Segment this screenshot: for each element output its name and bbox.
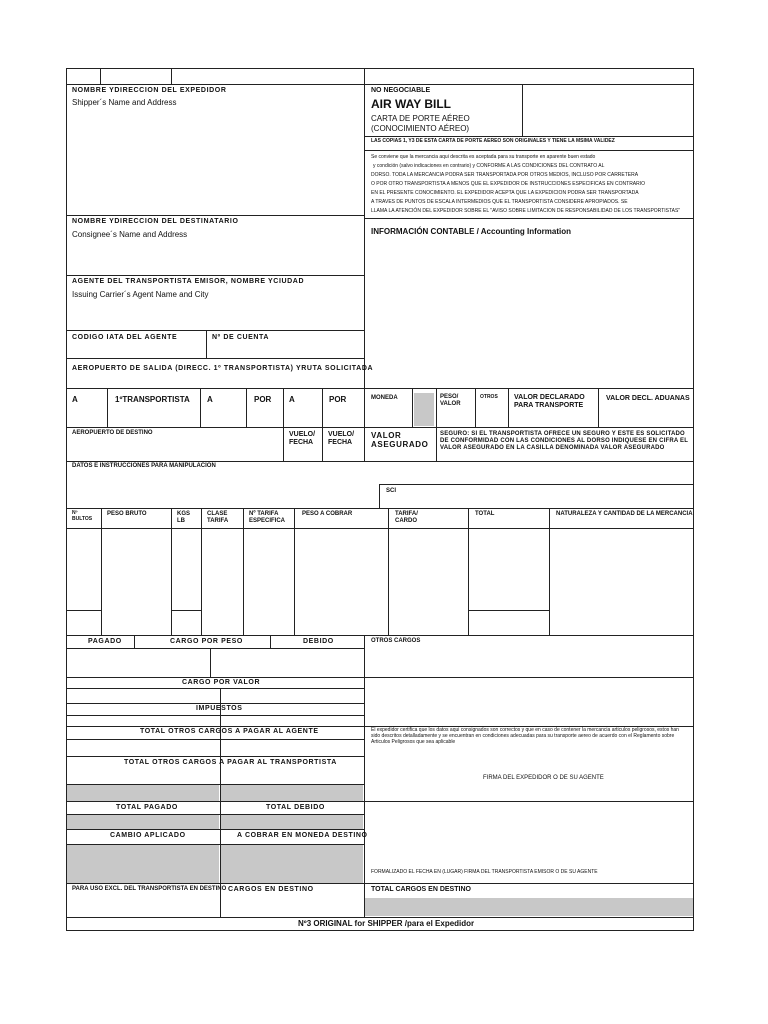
first-carrier-label: 1ºTRANSPORTISTA xyxy=(115,395,190,404)
routing-by-2: POR xyxy=(329,395,347,404)
awb-title: AIR WAY BILL xyxy=(371,97,452,111)
col-kg-lb: KGS LB xyxy=(177,511,191,524)
agent-label-en: Issuing Carrier´s Agent Name and City xyxy=(72,290,209,299)
insured-value-label: VALOR ASEGURADO xyxy=(371,431,429,450)
declared-value-transport-label: VALOR DECLARADO PARA TRANSPORTE xyxy=(514,394,585,410)
total-dest-shaded xyxy=(365,898,693,916)
weight-value-label: PESO/ VALOR xyxy=(440,394,461,407)
shipper-certification: El expedidor certifica que los datos aqui consignados son correctos y que en caso de contener la mercancia articulos peligrosos, estos han sido descritos detalladamente y se encuentran en condiciones adecuadas para su transporte aereo de acuerdo con el Reglamento sobre Articulos Peligrosos que sea aplicable xyxy=(371,727,679,745)
awb-subtitle-2: (CONOCIMIENTO AÉREO) xyxy=(371,124,470,133)
departure-airport-label: AEROPUERTO DE SALIDA (DIRECC. 1º TRANSPORTISTA) YRUTA SOLICITADA xyxy=(72,365,374,372)
collect-dest-currency-label: A COBRAR EN MONEDA DESTINO xyxy=(237,832,368,839)
col-packages: Nº BULTOS xyxy=(72,510,93,522)
consignee-label-en: Consignee´s Name and Address xyxy=(72,230,188,239)
handling-info-label: DATOS E INSTRUCCIONES PARA MANIPULACION xyxy=(72,463,216,469)
col-rate-number: Nº TARIFA ESPECIFICA xyxy=(249,511,286,524)
non-negotiable-label: NO NEGOCIABLE xyxy=(371,87,431,94)
total-dest-charges-label: TOTAL CARGOS EN DESTINO xyxy=(371,886,471,893)
insurance-note: SEGURO: SI EL TRANSPORTISTA OFRECE UN SEGURO Y ESTE ES SOLICITADO DE CONFORMIDAD CON LAS CONDICIONES AL DORSO INDIQUESE EN CIFRA EL VALOR ASEGURADO EN LA CASILLA DENOMINADA VALOR ASEGURADO xyxy=(440,431,689,451)
routing-to-3: A xyxy=(289,395,295,404)
air-waybill-form: NOMBRE YDIRECCION DEL EXPEDIDOR Shipper´s Name and Address NO NEGOCIABLE AIR WAY BILL CARTA DE PORTE AÉREO (CONOCIMIENTO AÉREO) LAS COPIAS 1, Y3 DE ESTA CARTA DE PORTE AEREO SON ORIGINALES Y TIENE LA MSIMA VALIDEZ Se conviene que la mercancia aqui descrita es aceptada para su transporte en aparente buen estado y condición (salvo indicaciones en contrario) y CONFORME A LAS CONDICIONES DEL CONTRATO AL DORSO. TODA LA MERCANCIA PODRA SER TRANSPORTADA POR OTROS MEDIOS, INCLUSO POR CARRETERA O POR OTRO TRANSPORTISTA A MENOS QUE EL EXPEDIDOR DE INSTRUCCIONES ESPECIFICAS EN CONTRARIO EN EL PRESENTE CONOCIMIENTO. EL EXPEDIDOR ACEPTA QUE LA EXPEDICION PODRA SER TRANSPORTADA A TRAVES DE PUNTOS DE ESCALA INTERMEDIOS QUE EL TRANSPORTISTA CONSIDERE APROPIADOS. SE LLAMA LA ATENCIÓN DEL EXPEDIDOR SOBRE EL "AVISO SOBRE LIMITACION DE RESPONSABILIDAD DE LOS TRANSPORTISTAS" NOMBRE YDIRECCION DEL DESTINATARIO Consignee´s Name and Address INFORMACIÓN CONTABLE / Accounting Information AGENTE DEL TRANSPORTISTA EMISOR, NOMBRE YCIUDAD Issuing Carrier´s Agent Name and City CODIGO IATA DEL AGENTE Nº DE CUENTA AEROPUERTO DE SALIDA (DIRECC. 1º TRANSPORTISTA) YRUTA SOLICITADA A 1ºTRANSPORTISTA A POR A POR MONEDA PESO/ VALOR OTROS VALOR DECLARADO PARA TRANSPORTE VALOR DECL. ADUANAS AEROPUERTO DE DESTINO VUELO/ FECHA VUELO/ FECHA VALOR ASEGURADO SEGURO: SI EL TRANSPORTISTA OFRECE UN SEGURO Y ESTE ES SOLICITADO DE CONFORMIDAD CON LAS CONDICIONES AL DORSO INDIQUESE EN CIFRA EL VALOR ASEGURADO EN LA CASILLA DENOMINADA VALOR ASEGURADO DATOS E INSTRUCCIONES PARA MANIPULACION SCI Nº BULTOS PESO BRUTO KGS LB CLASE TARIFA Nº TARIFA ESPECIFICA PESO A COBRAR TARIFA/ CARDO TOTAL NATURALEZA Y CANTIDAD DE LA MERCANCIA PAGADO CARGO POR PESO DEBIDO OTROS CARGOS CARGO POR VALOR IMPUESTOS TOTAL OTROS CARGOS A PAGAR AL AGENTE El expedidor certifica que los datos aqui consignados son correctos y que en caso de contener la mercancia articulos peligrosos, estos han sido descritos detalladamente y se encuentran en condiciones adecuadas para su transporte aereo de acuerdo con el Reglamento sobre Articulos Peligrosos que sea aplicable TOTAL OTROS CARGOS A PAGAR AL TRANSPORTISTA FIRMA DEL EXPEDIDOR O DE SU AGENTE TOTAL PAGADO TOTAL DEBIDO CAMBIO APLICADO A COBRAR EN MONEDA DESTINO FORMALIZADO EL FECHA EN (LUGAR) FIRMA DEL TRANSPORTISTA EMISOR O DE SU AGENTE PARA USO EXCL. DEL TRANSPORTISTA EN DESTINO CARGOS EN DESTINO TOTAL CARGOS EN DESTINO Nº3 ORIGINAL for SHIPPER /para el Expedidor xyxy=(0,0,768,1024)
accounting-label: INFORMACIÓN CONTABLE / Accounting Information xyxy=(371,227,571,236)
routing-to-2: A xyxy=(207,395,213,404)
total-prepaid-label: TOTAL PAGADO xyxy=(116,804,178,811)
total-other-agent-label: TOTAL OTROS CARGOS A PAGAR AL AGENTE xyxy=(140,728,319,735)
consignee-label: NOMBRE YDIRECCION DEL DESTINATARIO xyxy=(72,218,239,225)
col-gross-weight: PESO BRUTO xyxy=(107,511,147,517)
declared-value-customs-label: VALOR DECL. ADUANAS xyxy=(606,395,690,402)
dest-charges-label: CARGOS EN DESTINO xyxy=(228,886,314,893)
tax-label: IMPUESTOS xyxy=(196,705,243,712)
weight-value-shaded xyxy=(414,393,434,426)
sci-label: SCI xyxy=(386,488,397,494)
total-other-carrier-label: TOTAL OTROS CARGOS A PAGAR AL TRANSPORTISTA xyxy=(124,759,337,766)
total-collect-label: TOTAL DEBIDO xyxy=(266,804,325,811)
collect-dest-shaded xyxy=(221,845,363,883)
shipper-signature-label: FIRMA DEL EXPEDIDOR O DE SU AGENTE xyxy=(483,775,604,781)
executed-on-label: FORMALIZADO EL FECHA EN (LUGAR) FIRMA DEL TRANSPORTISTA EMISOR O DE SU AGENTE xyxy=(371,869,598,875)
total-collect-shaded xyxy=(221,815,363,829)
collect-label: DEBIDO xyxy=(303,638,334,645)
total-prepaid-shaded xyxy=(67,815,219,829)
col-total: TOTAL xyxy=(475,511,495,517)
col-rate: TARIFA/ CARDO xyxy=(395,511,418,524)
col-chargeable-weight: PESO A COBRAR xyxy=(302,511,353,517)
copy-footer: Nº3 ORIGINAL for SHIPPER /para el Expedidor xyxy=(298,919,475,928)
weight-charge-label: CARGO POR PESO xyxy=(170,638,243,645)
flight-date-1-label: VUELO/ FECHA xyxy=(289,431,316,447)
routing-to-1: A xyxy=(72,395,78,404)
iata-code-label: CODIGO IATA DEL AGENTE xyxy=(72,334,178,341)
exchange-shaded xyxy=(67,845,219,883)
shipper-label: NOMBRE YDIRECCION DEL EXPEDIDOR xyxy=(72,87,227,94)
agent-label: AGENTE DEL TRANSPORTISTA EMISOR, NOMBRE YCIUDAD xyxy=(72,278,305,285)
destination-airport-label: AEROPUERTO DE DESTINO xyxy=(72,430,153,436)
routing-by-1: POR xyxy=(254,395,272,404)
carrier-use-label: PARA USO EXCL. DEL TRANSPORTISTA EN DESTINO xyxy=(72,886,227,892)
shipper-label-en: Shipper´s Name and Address xyxy=(72,98,177,107)
other-charges-label: OTROS CARGOS xyxy=(371,638,421,644)
flight-date-2-label: VUELO/ FECHA xyxy=(328,431,355,447)
others-label: OTROS xyxy=(480,394,498,400)
col-rate-class: CLASE TARIFA xyxy=(207,511,229,524)
copies-note: LAS COPIAS 1, Y3 DE ESTA CARTA DE PORTE AEREO SON ORIGINALES Y TIENE LA MSIMA VALIDEZ xyxy=(371,138,615,144)
exchange-rate-label: CAMBIO APLICADO xyxy=(110,832,186,839)
account-number-label: Nº DE CUENTA xyxy=(212,334,270,341)
awb-subtitle-1: CARTA DE PORTE AÉREO xyxy=(371,114,470,123)
currency-label: MONEDA xyxy=(371,395,398,401)
prepaid-label: PAGADO xyxy=(88,638,122,645)
valuation-charge-label: CARGO POR VALOR xyxy=(182,679,261,686)
total-carrier-shaded-collect xyxy=(221,785,363,801)
total-carrier-shaded-prepaid xyxy=(67,785,219,801)
col-nature-goods: NATURALEZA Y CANTIDAD DE LA MERCANCIA xyxy=(556,511,693,517)
